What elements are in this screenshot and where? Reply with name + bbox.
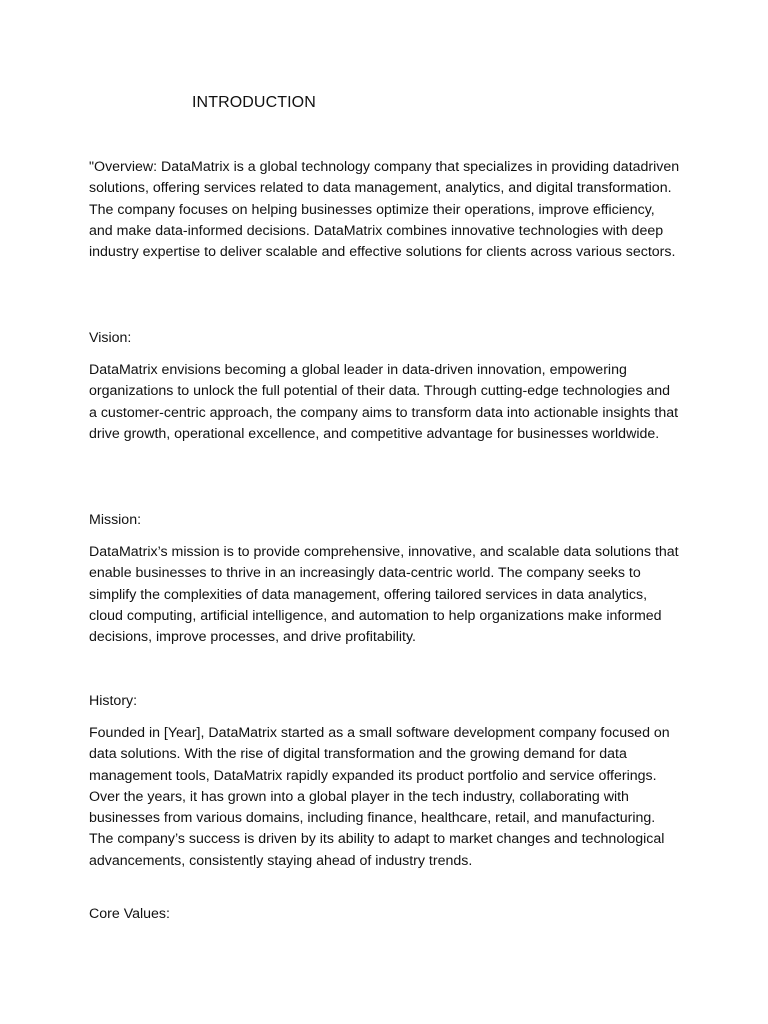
history-heading: History: (89, 693, 138, 709)
core-values-heading: Core Values: (89, 906, 170, 922)
vision-paragraph: DataMatrix envisions becoming a global leader in data-driven innovation, empowering organizations to unlock the full potential of their data. Through cutting-edge technologies and a customer-centric approach, the company aims to transform data into actionable insights that drive growth, operational excellence, and competitive advantage for businesses worldwide. (89, 362, 679, 442)
mission-heading: Mission: (89, 512, 142, 528)
document-title: INTRODUCTION (192, 94, 316, 111)
mission-paragraph: DataMatrix’s mission is to provide comprehensive, innovative, and scalable data solutions that enable businesses to thrive in an increasingly data-centric world. The company seeks to simplify the complexities of data management, offering tailored services in data analytics, cloud computing, artificial intelligence, and automation to help organizations make informed decisions, improve processes, and drive profitability. (89, 544, 679, 646)
vision-heading: Vision: (89, 330, 132, 346)
overview-paragraph: "Overview: DataMatrix is a global technology company that specializes in providing datadriven solutions, offering services related to data management, analytics, and digital transformation. The company focuses on helping businesses optimize their operations, improve efficiency, and make data-informed decisions. DataMatrix combines innovative technologies with deep industry expertise to deliver scalable and effective solutions for clients across various sectors. (89, 159, 680, 261)
history-paragraph: Founded in [Year], DataMatrix started as a small software development company focused on data solutions. With the rise of digital transformation and the growing demand for data management tools, DataMatrix rapidly expanded its product portfolio and service offerings. Over the years, it has grown into a global player in the tech industry, collaborating with businesses from various domains, including finance, healthcare, retail, and manufacturing. The company’s success is driven by its ability to adapt to market changes and technological advancements, consistently staying ahead of industry trends. (89, 725, 670, 869)
